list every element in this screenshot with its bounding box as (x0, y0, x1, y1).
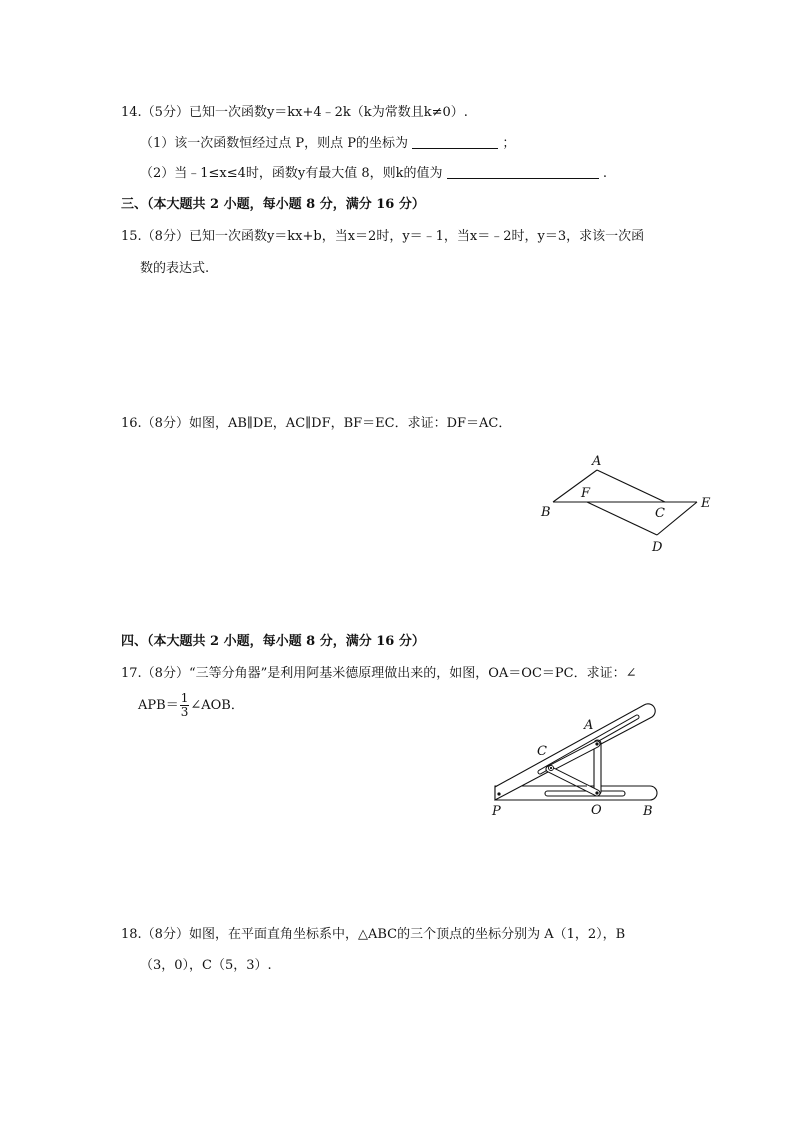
q17-trisector-figure (485, 700, 665, 825)
label-a: A (592, 454, 602, 469)
q17-line1: 17.（8分）“三等分角器”是利用阿基米德原理做出来的，如图，OA＝OC＝PC．求证：∠ (121, 666, 637, 681)
q15-line2: 数的表达式. (140, 261, 210, 276)
label-c: C (655, 506, 665, 521)
segment-ac (597, 470, 665, 502)
q14-stem: 14.（5分）已知一次函数y＝kx+4﹣2k（k为常数且k≠0）. (121, 105, 468, 120)
fraction-denominator: 3 (180, 705, 189, 719)
pivot-a (595, 742, 598, 745)
q14-part2-answer-blank[interactable] (447, 164, 599, 179)
segment-ab (553, 470, 597, 502)
q14-part1-answer-blank[interactable] (412, 134, 498, 149)
q16-text: 16.（8分）如图，AB∥DE，AC∥DF，BF＝EC．求证：DF＝AC． (121, 416, 512, 431)
label-f: F (581, 486, 591, 501)
pivot-p (497, 792, 500, 795)
q14-part1-suffix: ； (502, 136, 516, 151)
label-c: C (537, 744, 547, 759)
q18-line1: 18.（8分）如图，在平面直角坐标系中，△ABC的三个顶点的坐标分别为 A（1，2），B (121, 927, 626, 942)
q17-line2 (138, 692, 244, 720)
q16-figure-lines (553, 470, 697, 535)
q14-part2-text: （2）当﹣1≤x≤4时，函数y有最大值 8，则k的值为 (140, 166, 443, 181)
section-4-heading: 四、（本大题共 2 小题，每小题 8 分，满分 16 分） (121, 634, 425, 649)
segment-df (587, 502, 657, 535)
fraction-numerator: 1 (180, 691, 189, 705)
q17-expr-prefix: APB＝ (138, 698, 179, 713)
fraction-one-third (180, 692, 190, 719)
label-d: D (652, 540, 663, 555)
q14-part1-text: （1）该一次函数恒经过点 P，则点 P的坐标为 (140, 136, 409, 151)
q18-line2: （3，0），C（5，3）. (140, 958, 272, 973)
pivot-o (595, 791, 598, 794)
q16-figure (535, 450, 720, 560)
trisector-instrument (495, 704, 657, 800)
base-ruler-slot (545, 791, 625, 796)
label-o: O (591, 803, 602, 818)
q17-expr-suffix: ∠AOB． (190, 698, 244, 713)
label-p: P (492, 804, 501, 819)
q14-part1 (140, 134, 515, 153)
label-b: B (541, 505, 551, 520)
label-b: B (643, 804, 653, 819)
label-e: E (701, 496, 711, 511)
q14-part2-suffix: . (602, 166, 607, 181)
q15-line1: 15.（8分）已知一次函数y＝kx+b，当x＝2时，y＝﹣1，当x＝﹣2时，y＝3，求该一次函 (121, 229, 645, 244)
section-3-heading: 三、（本大题共 2 小题，每小题 8 分，满分 16 分） (121, 197, 425, 212)
q14-part2 (140, 164, 607, 183)
label-a: A (584, 718, 594, 733)
